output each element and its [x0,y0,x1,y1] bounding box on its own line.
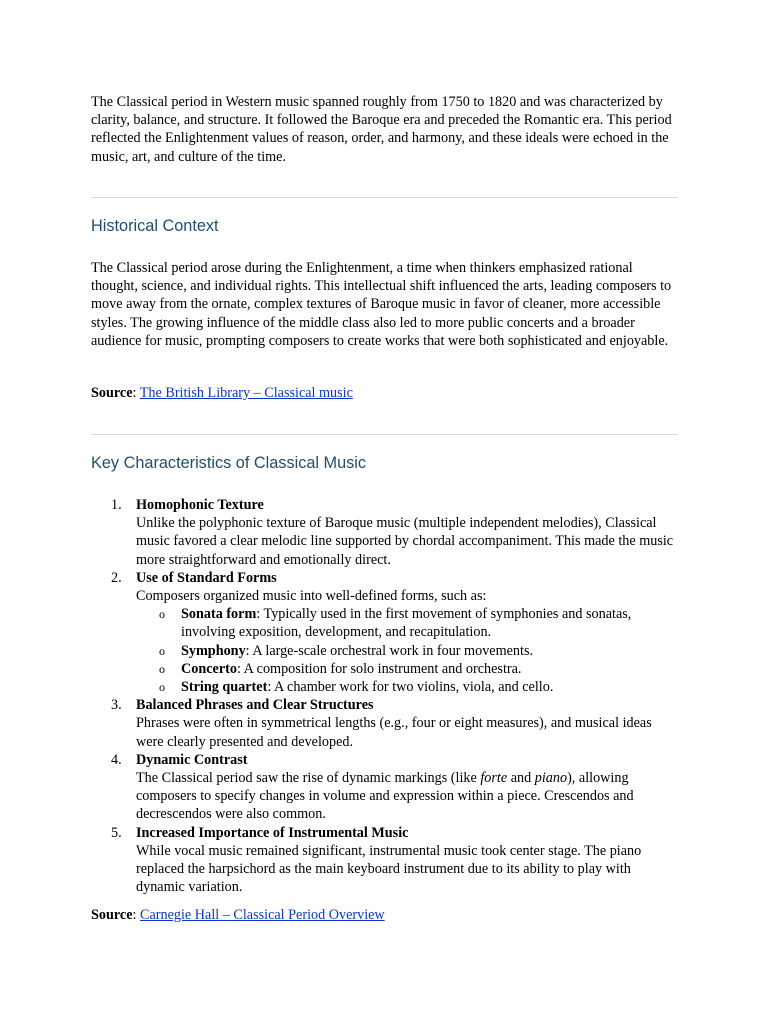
sub-desc: : A composition for solo instrument and orchestra. [236,660,522,677]
italic-term-forte: forte [480,770,508,787]
circle-bullet-icon: o [159,661,165,676]
list-number: 3. [111,697,122,714]
item-body-part: The Classical period saw the rise of dynamic markings (like [136,770,481,787]
list-item-dynamic-contrast [91,751,679,824]
section-divider [91,434,678,435]
source-label: Source [91,385,133,401]
sub-desc: : A large-scale orchestral work in four movements. [245,642,534,659]
circle-bullet-icon: o [159,643,165,658]
item-body-part: ), allowing composers to specify changes in volume and expression within a piece. Crescendos and decrescendos were also common. [136,770,634,823]
item-body: While vocal music remained significant, instrumental music took center stage. The piano replaced the harpsichord as the main keyboard instrument due to its ability to play with dynamic variation. [136,842,642,896]
list-number: 1. [111,497,122,513]
sublist-item-sonata-form [136,605,679,641]
item-body: Unlike the polyphonic texture of Baroque music (multiple independent melodies), Classical music favored a clear melodic line supported by chordal accompaniment. This made the music more straightforward and emotionally direct. [136,515,674,568]
section-divider [91,197,678,198]
sub-term: Sonata form [181,606,257,623]
list-number: 2. [111,569,122,586]
circle-bullet-icon: o [159,607,165,622]
historical-context-paragraph: The Classical period arose during the Enlightenment, a time when thinkers emphasized rational thought, science, and individual rights. This intellectual shift influenced the arts, leading composers to move away from the ornate, complex textures of Baroque music in favor of cleaner, more accessible styles. The growing influence of the middle class also led to more public concerts and a broader audience for music, prompting composers to create works that were both sophisticated and enjoyable. [91,260,672,349]
italic-term-piano: piano [534,770,568,787]
sub-term: Symphony [181,642,246,659]
item-body: Phrases were often in symmetrical lengths (e.g., four or eight measures), and musical ideas were clearly presented and developed. [136,715,652,750]
item-title: Homophonic Texture [136,497,264,513]
source-separator: : [132,385,140,401]
carnegie-hall-link[interactable]: Carnegie Hall – Classical Period Overview [140,907,385,923]
item-body-part: and [507,770,535,787]
sub-desc: : A chamber work for two violins, viola, and cello. [267,679,554,696]
item-title: Increased Importance of Instrumental Music [136,824,409,841]
sub-term: Concerto [181,660,237,677]
sub-term: String quartet [181,679,268,696]
sublist-item-string-quartet [136,678,679,696]
source-separator: : [132,907,141,923]
item-title: Use of Standard Forms [136,569,277,586]
list-number: 4. [111,751,122,768]
list-item-homophonic-texture [91,496,679,569]
heading-key-characteristics: Key Characteristics of Classical Music [91,454,367,472]
key-characteristics-list [91,496,679,896]
source-label: Source [91,907,133,923]
forms-sublist [136,605,679,696]
list-item-balanced-phrases [91,696,679,751]
sublist-item-concerto [136,660,679,678]
sublist-item-symphony [136,642,679,660]
british-library-link[interactable]: The British Library – Classical music [139,385,353,401]
source-line-key [91,906,679,924]
circle-bullet-icon: o [159,680,165,695]
item-body: Composers organized music into well-defined forms, such as: [136,588,487,605]
heading-historical-context: Historical Context [91,217,219,235]
intro-paragraph: The Classical period in Western music spanned roughly from 1750 to 1820 and was characterized by clarity, balance, and structure. It followed the Baroque era and preceded the Romantic era. This period reflected the Enlightenment values of reason, order, and harmony, and these ideals were echoed in the music, art, and culture of the time. [91,94,672,165]
list-item-standard-forms [91,569,679,696]
list-number: 5. [111,824,122,841]
list-item-instrumental-music [91,824,679,897]
source-line-historical [91,384,679,402]
item-title: Balanced Phrases and Clear Structures [136,697,374,714]
item-title: Dynamic Contrast [136,751,248,768]
sub-desc: : Typically used in the first movement of symphonies and sonatas, involving exposition, development, and recapitulation. [181,606,632,641]
